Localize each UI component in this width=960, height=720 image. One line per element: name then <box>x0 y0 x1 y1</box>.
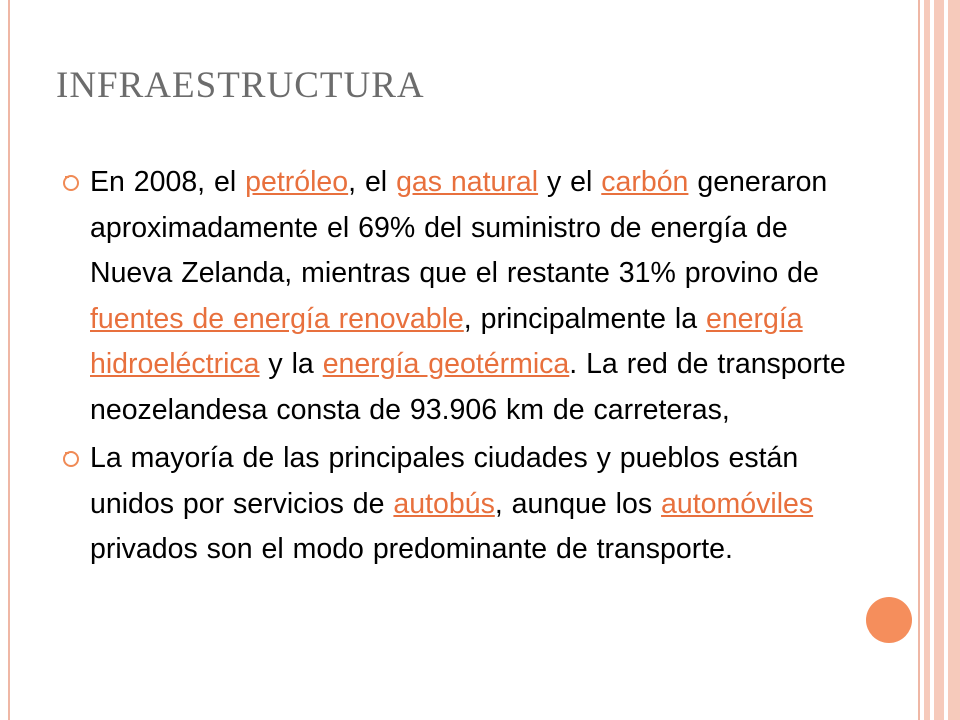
hyperlink[interactable]: petróleo <box>245 166 349 198</box>
hyperlink[interactable]: energía hidroeléctrica <box>90 302 803 380</box>
bullet-list <box>62 160 870 576</box>
hyperlink[interactable]: energía geotérmica <box>322 348 570 380</box>
bullet-transport <box>62 436 870 573</box>
decorative-side-bars <box>920 0 960 720</box>
hyperlink[interactable]: carbón <box>601 166 689 198</box>
bullet-text: La mayoría de las principales ciudades y pueblos están unidos por servicios de autobús, aunque los automóviles privados son el modo predominante de transporte. <box>90 442 814 565</box>
bullet-marker-icon <box>62 450 80 468</box>
bullet-marker-icon <box>62 174 80 192</box>
bullet-energy <box>62 160 870 433</box>
slide-title: INFRAESTRUCTURA <box>56 65 425 106</box>
hyperlink[interactable]: gas natural <box>396 166 539 198</box>
hyperlink[interactable]: autobús <box>393 487 495 520</box>
accent-circle <box>866 597 912 643</box>
hyperlink[interactable]: fuentes de energía renovable <box>90 302 464 335</box>
hyperlink[interactable]: automóviles <box>661 487 814 520</box>
bullet-text: En 2008, el petróleo, el gas natural y el carbón generaron aproximadamente el 69% del suministro de energía de Nueva Zelanda, mientras que el restante 31% provino de fuentes de energía renovable, principalmente la energía hidroeléctrica y la energía geotérmica. La red de transporte neozelandesa consta de 93.906 km de carreteras, <box>90 166 846 426</box>
